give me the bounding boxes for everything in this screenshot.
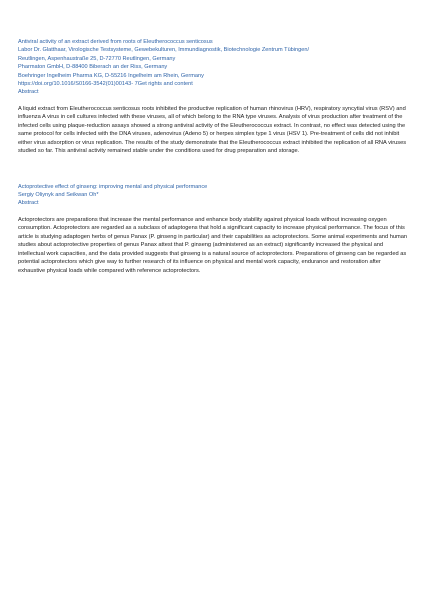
document-page (18, 38, 408, 275)
abstract-text: A liquid extract from Eleutherococcus senticosus roots inhibited the productive replication of human rhinovirus (HRV), respiratory syncytial virus (RSV) and influenza A virus in cell cultures infected with these viruses, all of which belong to the RNA type viruses. Analysis of virus production after treatment of the infected cells using plaque-reduction assays showed a strong antiviral activity of the Eleutherococcus extract. In contrast, no effect was detected using the same protocol for cells infected with the DNA viruses, adenovirus (Adeno 5) or herpes simplex type 1 virus (HSV 1). Pre-treatment of cells did not inhibit either virus adsorption or virus replication. The results of the study demonstrate that the Eleutherococcus extract inhibited the replication of all RNA viruses studied so far. This antiviral activity remained stable under the conditions used for drug preparation and storage. (18, 105, 407, 155)
abstract-heading: Abstract (18, 89, 39, 96)
affiliation-line: Labor Dr. Glatthaar, Virologische Testsysteme, Gewebekulturen, Immundiagnostik, Biotechnologie Zentrum Tübingen/ (18, 47, 310, 54)
affiliation-line: Pharmaton GmbH, D-88400 Biberach an der Riss, Germany (18, 64, 168, 71)
abstract-heading: Abstract (18, 200, 39, 207)
article-title[interactable]: Actoprotective effect of ginseng: improving mental and physical performance (18, 183, 208, 190)
article-eleutherococcus (18, 38, 408, 156)
article-title[interactable]: Antiviral activity of an extract derived from roots of Eleutherococcus senticosus (18, 39, 213, 45)
affiliation-line: Reutlingen, Aspenhaustraße 25, D-72770 Reutlingen, Germany (18, 55, 176, 62)
article-ginseng (18, 183, 408, 275)
article-authors[interactable]: Sergiy Oliynyk and Seikwan Oh* (18, 191, 99, 198)
affiliation-line: Boehringer Ingelheim Pharma KG, D-55216 Ingelheim am Rhein, Germany (18, 72, 204, 79)
doi-link[interactable]: https://doi.org/10.1016/S0166-3542(01)00143- 7Get rights and content (18, 81, 193, 88)
abstract-text: Actoprotectors are preparations that increase the mental performance and enhance body stability against physical loads without increasing oxygen consumption. Actoprotectors are regarded as a subclass of adaptogens that hold a significant capacity to increase physical performance. The focus of this article is studying adaptogen herbs of genus Panax (P. ginseng in particular) and their capabilities as actoprotectors. Some animal experiments and human studies about actoprotective properties of genus Panax attest that P. ginseng (administered as an extract) significantly increased the physical and intellectual work capacities, and the data provided suggests that ginseng is a natural source of actoprotectors. Preparations of ginseng can be regarded as potential actoprotectors which give way to further research of its influence on physical and mental work capacity, endurance and restoration after exhaustive physical loads while compared with reference actoprotectors. (18, 216, 408, 274)
